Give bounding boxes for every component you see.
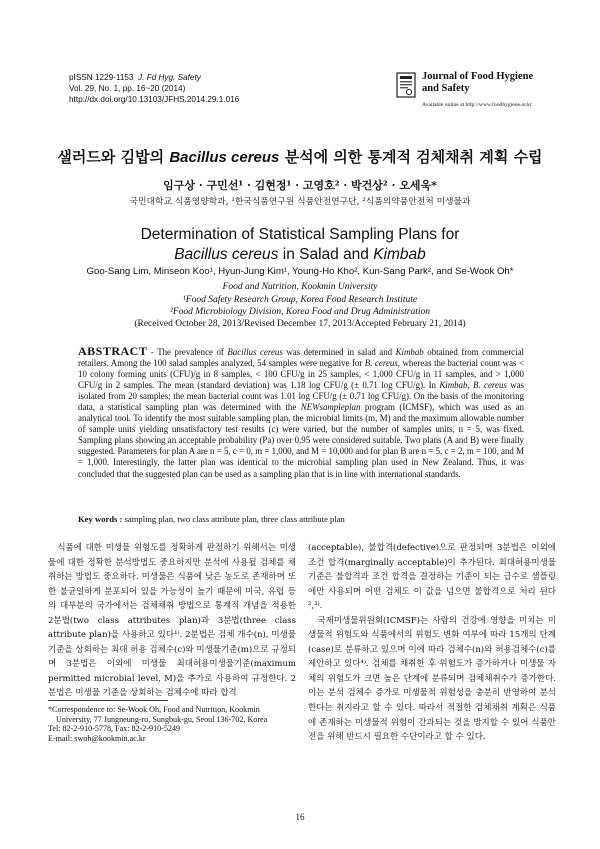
page-number: 16: [295, 812, 305, 822]
journal-meta: [69, 72, 239, 105]
issn: pISSN 1229-1153: [69, 73, 134, 82]
species-name-en: Bacillus cereus: [174, 246, 279, 263]
abstract-label: ABSTRACT: [78, 344, 148, 358]
doi-link[interactable]: http://dx.doi.org/10.13103/JFHS.2014.29.1.016: [69, 95, 240, 104]
affiliation-english: Food and Nutrition, Kookmin University ¹Food Safety Research Group, Korea Food Research Institute ²Food Microbiology Division, Korea Food and Drug Administration: [169, 282, 431, 317]
body-paragraph: 국제미생물위원회(ICMSF)는 사람의 건강에 영향을 미치는 미생물적 위험도와 식품에서의 위험도 변화 여부에 따라 15개의 단계(case)로 분류하고 있으며 이에 따라 검체수(n)와 허용검체수(c)를 제안하고 있다⁴⁾. 검체를 채취한 후 위험도가 증가하거나 미생물 자체의 위험도가 크면 높은 단계에 분류되며 검체채취수가 증가한다. 이는 분석 검체수 증가로 미생물적 위험성을 충분히 반영하여 분석한다는 취지라고 할 수 있다. 따라서 적절한 검체채취 계획은 식품에 존재하는 미생물적 위험이 간과되는 것을 방지할 수 있어 식품안전을 위해 반드시 필요한 수단이라고 할 수 있다.: [308, 615, 556, 743]
title-korean: 샐러드와 김밥의 Bacillus cereus 분석에 의한 통계적 검체채취 계획 수립: [57, 148, 543, 166]
logo-title: Journal of Food Hygiene and Safety: [422, 71, 534, 94]
volume-info: Vol. 29, No. 1, pp. 16~20 (2014): [69, 84, 186, 93]
affiliation-korean: 국민대학교 식품영양학과, ¹한국식품연구원 식품안전연구단, ²식품의약품안전처 미생물과: [129, 197, 471, 207]
received-dates: (Received October 28, 2013/Revised December 17, 2013/Accepted February 21, 2014): [134, 319, 466, 329]
abstract: ABSTRACT - The prevalence of Bacillus cereus was determined in salad and Kimbab obtained from commercial retailers. Among the 100 salad samples analyzed, 54 samples were negative for B. cereus, whereas the bacterial count was < 10 colony forming units (CFU)/g in 8 samples, < 100 CFU/g in 25 samples, < 1,000 CFU/g in 11 samples, and > 1,000 CFU/g in 2 samples. The mean (standard deviation) was 1.18 log CFU/g (± 0.71 log CFU/g). In Kimbab, B. cereus was isolated from 20 samples; the mean bacterial count was 1.01 log CFU/g (± 0.71 log CFU/g). On the basis of the monitoring data, a statistical sampling plan was determined with the NEWsampleplan program (ICMSF), which was used as an analytical tool. To identify the most suitable sampling plan, the microbial limits (m, M) and the maximum allowable number of sample units yielding unsatisfactory test results (c) were varied, but the number of samples units, n = 5, was fixed. Sampling plans showing an acceptable probability (Pa) over 0.95 were considered suitable. Two plans (A and B) were finally suggested. Parameters for plan A are n = 5, c = 0, m = 1,000, and M = 10,000 and for plan B are n = 5, c = 2, m = 100, and M = 1,000. Interestingly, the latter plan was identical to the microbial sampling plan used in New Zealand. Thus, it was concluded that the suggested plan can be used as a sampling plan that is in line with international standards.: [78, 344, 524, 479]
logo-url[interactable]: Available online at http://www.foodhygiene.or.kr: [422, 102, 532, 108]
species-name: Bacillus cereus: [169, 149, 280, 166]
correspondence-footnote: *Correspondence to: Se-Wook Oh, Food and Nutrition, Kookmin University, 77 Jungneung-ro, Sungbuk-gu, Seoul 136-702, Korea Tel: 82-2-910-5778, Fax: 82-2-910-5249 E-mail: swoh@kookmin.ac.kr: [48, 705, 298, 743]
journal-logo-icon: [396, 72, 416, 98]
food-name-en: Kimbab: [373, 246, 426, 263]
title-english: Determination of Statistical Sampling Plans for Bacillus cereus in Salad and Kimbab: [140, 226, 460, 263]
journal-abbr: J. Fd Hyg. Safety: [138, 73, 201, 82]
journal-logo: [396, 68, 558, 112]
footnote-divider: [48, 700, 168, 701]
email-link[interactable]: E-mail: swoh@kookmin.ac.kr: [48, 733, 146, 743]
authors-english: Goo-Sang Lim, Minseon Koo¹, Hyun-Jung Kim¹, Young-Ho Kho², Kun-Sang Park², and Se-Wook Oh*: [86, 266, 514, 277]
authors-korean: 임구상 · 구민선¹ · 김현정¹ · 고영호² · 박건상² · 오세욱*: [163, 179, 437, 192]
body-column-left: [48, 541, 296, 701]
body-paragraph: (acceptable), 불합격(defective)으로 판정되며 3분법은 이외에 조건 합격(marginally acceptable)이 추가된다. 최대허용미생물기준은 불합격과 조건 합격을 결정하는 기준이 되는 급수로 샘플링에만 사용되며 어떤 검체도 이 값을 넘으면 불합격으로 처리 된다²,³⁾.: [308, 543, 556, 612]
body-column-right: [308, 541, 556, 745]
body-paragraph: 식품에 대한 미생물 위험도를 정확하게 판정하기 위해서는 미생물에 대한 정확한 분석방법도 중요하지만 분석에 사용될 검체를 채취하는 방법도 중요하다. 미생물은 식품에 낮은 농도로 존재하며 또한 불균일하게 분포되어 있을 가능성이 높기 때문에 미국, 유럽 등의 대부분의 국가에서는 검체채취 방법으로 통계적 개념을 적용한 2분법(two class attributes plan)과 3분법(three class attribute plan)을 사용하고 있다¹⁾. 2분법은 검체 개수(n), 미생물 기준을 상회하는 최대 허용 검체수(c)와 미생물기준(m)으로 규정되며 3분법은 이외에 미생물 최대허용미생물기준(maximum permitted microbial level, M)을 추가로 사용하여 규정한다. 2분법은 미생물 기준을 상회하는 검체수에 따라 합격: [48, 543, 296, 699]
keywords: Key words : sampling plan, two class attribute plan, three class attribute plan: [78, 514, 345, 524]
keywords-label: Key words :: [78, 514, 123, 524]
